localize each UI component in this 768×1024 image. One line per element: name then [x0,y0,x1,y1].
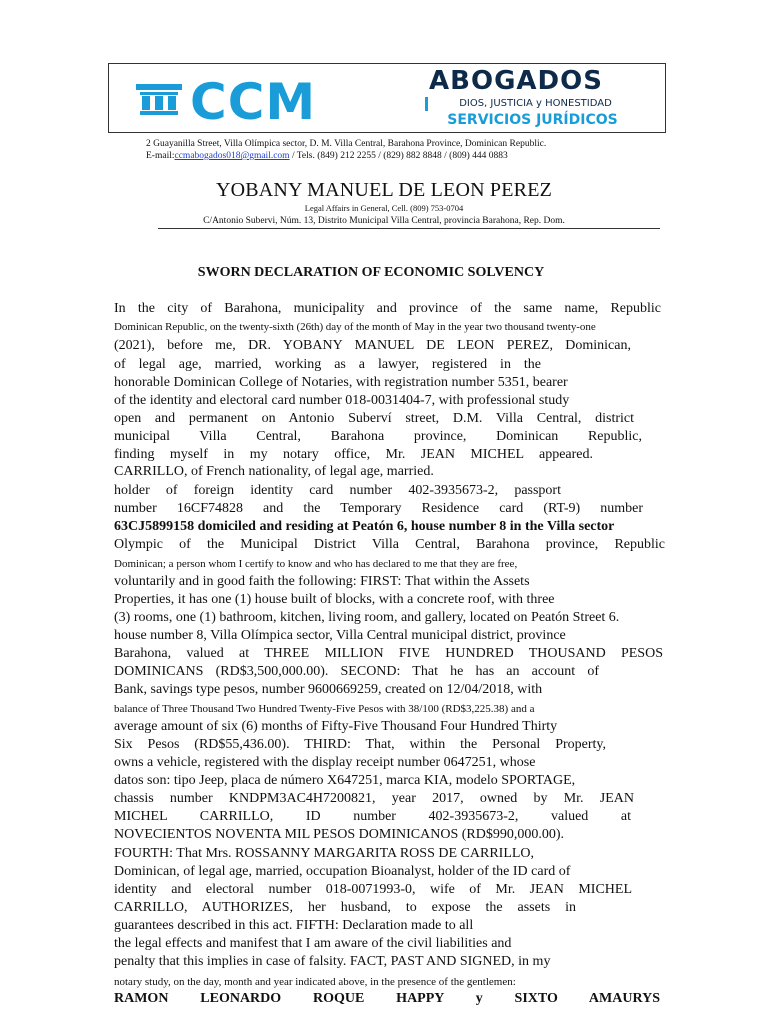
header-divider [158,228,660,229]
body-line: of legal age, married, working as a lawyer, registered in the [114,357,541,372]
firm-name: ABOGADOS [429,66,603,96]
body-line: Dominican, of legal age, married, occupation Bioanalyst, holder of the ID card of [114,864,571,879]
body-line: notary study, on the day, month and year indicated above, in the presence of the gentlemen: [114,976,516,988]
body-line: chassis number KNDPM3AC4H7200821, year 2017, owned by Mr. JEAN [114,791,634,806]
body-line: guarantees described in this act. FIFTH: Declaration made to all [114,918,474,933]
body-line: CARRILLO, AUTHORIZES, her husband, to expose the assets in [114,900,576,915]
body-line: number 16CF74828 and the Temporary Residence card (RT-9) number [114,501,643,516]
email-link[interactable]: ccmabogados018@gmail.com [174,151,290,161]
body-line: Barahona, valued at THREE MILLION FIVE HUNDRED THOUSAND PESOS [114,646,663,661]
firm-tagline: DIOS, JUSTICIA y HONESTIDAD [425,97,643,111]
brand-logo-text: CCM [190,73,317,131]
email-label: E-mail: [146,151,175,161]
body-line: Dominican; a person whom I certify to know and who has declared to me that they are free, [114,558,518,570]
body-line: MICHEL CARRILLO, ID number 402-3935673-2, valued at [114,809,631,824]
body-line: finding myself in my notary office, Mr. JEAN MICHEL appeared. [114,447,593,462]
body-line: Dominican Republic, on the twenty-sixth (26th) day of the month of May in the year two thousand twenty-one [114,321,596,333]
body-line: honorable Dominican College of Notaries, with registration number 5351, bearer [114,375,568,390]
body-line: datos son: tipo Jeep, placa de número X647251, marca KIA, modelo SPORTAGE, [114,773,576,788]
body-line: Properties, it has one (1) house built of blocks, with a concrete roof, with three [114,592,555,607]
firm-address: 2 Guayanilla Street, Villa Olímpica sector, D. M. Villa Central, Barahona Province, Dominican Republic. [146,139,547,149]
body-line: Olympic of the Municipal District Villa Central, Barahona province, Republic [114,537,665,552]
body-line: house number 8, Villa Olímpica sector, Villa Central municipal district, province [114,628,566,643]
body-line: In the city of Barahona, municipality and province of the same name, Republic [114,301,661,316]
notary-role: Legal Affairs in General, Cell. (809) 753-0704 [304,203,464,213]
body-line: holder of foreign identity card number 402-3935673-2, passport [114,483,561,498]
body-line: Six Pesos (RD$55,436.00). THIRD: That, within the Personal Property, [114,737,606,752]
contact-line [146,150,508,162]
notary-name: YOBANY MANUEL DE LEON PEREZ [215,179,553,201]
body-line: DOMINICANS (RD$3,500,000.00). SECOND: That he has an account of [114,664,599,679]
body-line: open and permanent on Antonio Suberví street, D.M. Villa Central, district [114,411,634,426]
body-line: RAMON LEONARDO ROQUE HAPPY y SIXTO AMAURYS [114,991,660,1006]
body-line: voluntarily and in good faith the following: FIRST: That within the Assets [114,574,530,589]
notary-address: C/Antonio Subervi, Núm. 13, Distrito Municipal Villa Central, provincia Barahona, Rep. Dom. [203,216,565,226]
body-line: owns a vehicle, registered with the display receipt number 0647251, whose [114,755,536,770]
document-title: SWORN DECLARATION OF ECONOMIC SOLVENCY [197,265,545,280]
body-line: identity and electoral number 018-0071993-0, wife of Mr. JEAN MICHEL [114,882,632,897]
body-line: CARRILLO, of French nationality, of legal age, married. [114,464,434,479]
body-line: Bank, savings type pesos, number 9600669259, created on 12/04/2018, with [114,682,543,697]
body-line: penalty that this implies in case of falsity. FACT, PAST AND SIGNED, in my [114,954,551,969]
body-line: NOVECIENTOS NOVENTA MIL PESOS DOMINICANOS (RD$990,000.00). [114,827,564,842]
body-line: municipal Villa Central, Barahona province, Dominican Republic, [114,429,642,444]
body-line: average amount of six (6) months of Fifty-Five Thousand Four Hundred Thirty [114,719,558,734]
body-line: the legal effects and manifest that I am aware of the civil liabilities and [114,936,512,951]
body-line: FOURTH: That Mrs. ROSSANNY MARGARITA ROSS DE CARRILLO, [114,846,535,861]
body-line: (2021), before me, DR. YOBANY MANUEL DE LEON PEREZ, Dominican, [114,338,631,353]
pillar-logo-icon [136,84,182,118]
body-line: 63CJ5899158 domiciled and residing at Peatón 6, house number 8 in the Villa sector [114,519,615,534]
body-line: balance of Three Thousand Two Hundred Twenty-Five Pesos with 38/100 (RD$3,225.38) and a [114,703,535,715]
body-line: (3) rooms, one (1) bathroom, kitchen, living room, and gallery, located on Peatón Street 6. [114,610,620,625]
firm-services: SERVICIOS JURÍDICOS [447,112,618,128]
phone-numbers: / Tels. (849) 212 2255 / (829) 882 8848 / (809) 444 0883 [289,151,508,161]
body-line: of the identity and electoral card number 018-0031404-7, with professional study [114,393,570,408]
